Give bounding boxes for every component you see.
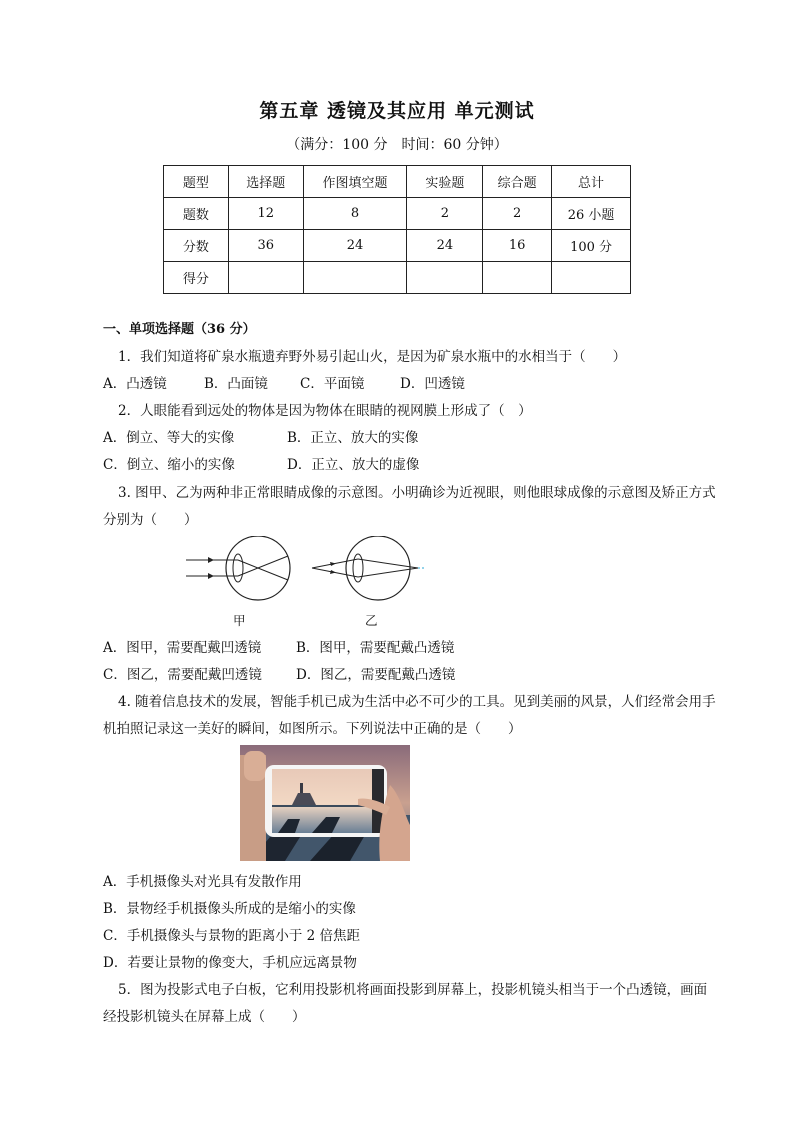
- question-1-stem: 1．我们知道将矿泉水瓶遗弃野外易引起山火，是因为矿泉水瓶中的水相当于（ ）: [118, 349, 627, 365]
- eye-diagram-jia: [186, 536, 290, 600]
- figure-caption-yi: 乙: [365, 613, 378, 628]
- question-3-stem: 3. 图甲、乙为两种非正常眼睛成像的示意图。小明确诊为近视眼，则他眼球成像的示意图及矫正方式: [118, 485, 716, 501]
- table-cell: 分数: [164, 230, 229, 262]
- q2-option-d: D．正立、放大的虚像: [287, 457, 420, 473]
- q2-option-b: B．正立、放大的实像: [287, 430, 419, 446]
- q4-option-d: D．若要让景物的像变大，手机应远离景物: [103, 955, 357, 971]
- q4-option-a: A．手机摄像头对光具有发散作用: [103, 874, 302, 890]
- table-row: [164, 166, 631, 198]
- table-cell: 16: [483, 230, 552, 262]
- q3-option-d: D．图乙，需要配戴凸透镜: [296, 667, 456, 683]
- table-cell: 得分: [164, 262, 229, 294]
- q4-option-c: C．手机摄像头与景物的距离小于 2 倍焦距: [103, 928, 361, 944]
- table-cell: 36: [228, 230, 303, 262]
- table-cell: 实验题: [407, 166, 483, 198]
- question-5-stem: 5．图为投影式电子白板，它利用投影机将画面投影到屏幕上，投影机镜头相当于一个凸透镜，画面: [118, 982, 708, 998]
- q1-option-b: B．凸面镜: [204, 376, 268, 392]
- table-cell: 2: [407, 198, 483, 230]
- table-cell: 总计: [552, 166, 631, 198]
- score-input-cell[interactable]: [228, 262, 303, 294]
- score-input-cell[interactable]: [552, 262, 631, 294]
- page-subtitle: （满分：100 分 时间：60 分钟）: [286, 137, 508, 153]
- phone-photo-image: [240, 745, 410, 861]
- question-4-stem-cont: 机拍照记录这一美好的瞬间，如图所示。下列说法中正确的是（ ）: [103, 721, 522, 737]
- table-cell: 综合题: [483, 166, 552, 198]
- table-row: [164, 198, 631, 230]
- score-table: [163, 165, 631, 294]
- q3-option-b: B．图甲，需要配戴凸透镜: [296, 640, 455, 656]
- q3-option-a: A．图甲，需要配戴凹透镜: [103, 640, 262, 656]
- table-cell: 24: [303, 230, 407, 262]
- table-cell: 26 小题: [552, 198, 631, 230]
- table-cell: 24: [407, 230, 483, 262]
- table-cell: 选择题: [228, 166, 303, 198]
- q4-option-b: B．景物经手机摄像头所成的是缩小的实像: [103, 901, 356, 917]
- table-cell: 8: [303, 198, 407, 230]
- figure-caption-jia: 甲: [233, 613, 246, 628]
- score-input-cell[interactable]: [407, 262, 483, 294]
- table-cell: 作图填空题: [303, 166, 407, 198]
- q2-option-a: A．倒立、等大的实像: [103, 430, 235, 446]
- question-4-stem: 4. 随着信息技术的发展，智能手机已成为生活中必不可少的工具。见到美丽的风景，人们经常会用手: [118, 694, 716, 710]
- table-row: [164, 262, 631, 294]
- page-title: 第五章 透镜及其应用 单元测试: [259, 100, 535, 122]
- q1-option-d: D．凹透镜: [400, 376, 465, 392]
- question-5-stem-cont: 经投影机镜头在屏幕上成（ ）: [103, 1009, 306, 1025]
- eye-diagram-figure: [180, 536, 440, 616]
- table-cell: 12: [228, 198, 303, 230]
- table-cell: 100 分: [552, 230, 631, 262]
- q1-option-a: A．凸透镜: [103, 376, 167, 392]
- q3-option-c: C．图乙，需要配戴凹透镜: [103, 667, 262, 683]
- table-cell: 题数: [164, 198, 229, 230]
- score-input-cell[interactable]: [483, 262, 552, 294]
- q1-option-c: C．平面镜: [300, 376, 365, 392]
- section-heading: 一、单项选择题（36 分）: [103, 322, 256, 337]
- q2-option-c: C．倒立、缩小的实像: [103, 457, 235, 473]
- question-2-stem: 2．人眼能看到远处的物体是因为物体在眼睛的视网膜上形成了（ ）: [118, 403, 532, 419]
- table-cell: 2: [483, 198, 552, 230]
- eye-diagram-yi: [312, 536, 426, 600]
- question-3-stem-cont: 分别为（ ）: [103, 512, 198, 528]
- table-cell: 题型: [164, 166, 229, 198]
- table-row: [164, 230, 631, 262]
- score-input-cell[interactable]: [303, 262, 407, 294]
